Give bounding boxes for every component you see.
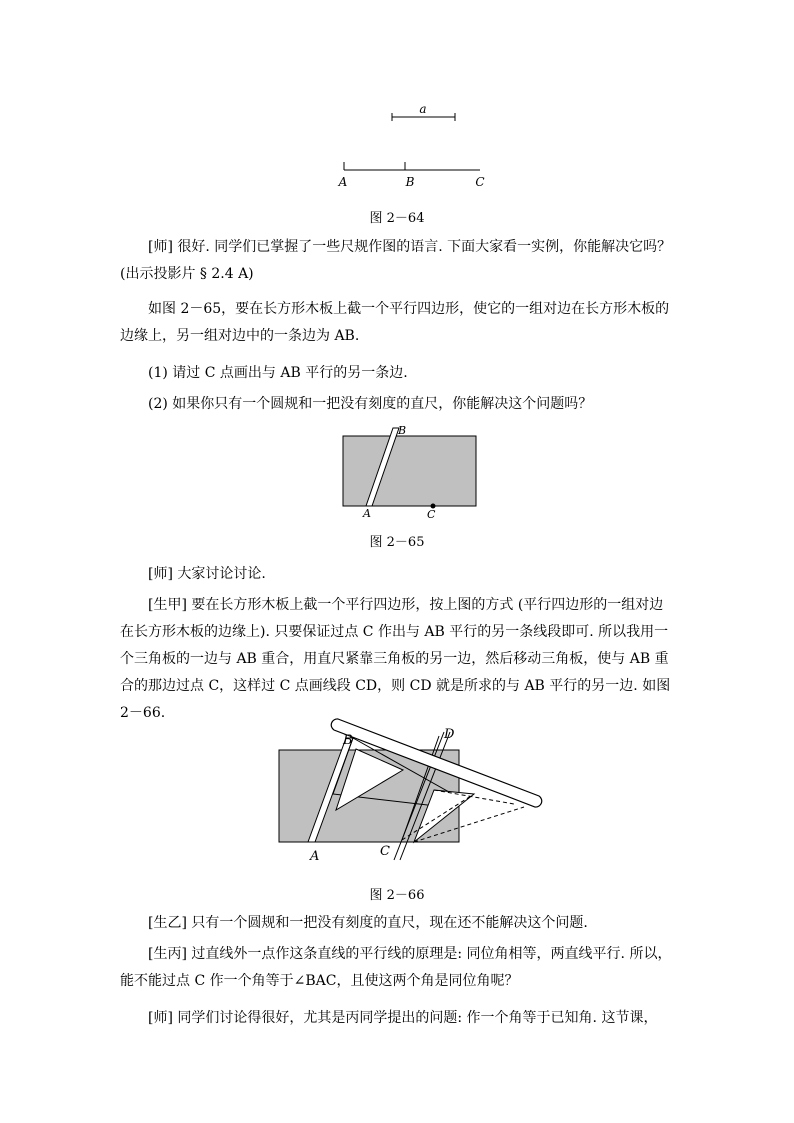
figure-2-66-caption: 图 2－66 (369, 888, 425, 903)
paragraph-student-c: [生丙] 过直线外一点作这条直线的平行线的原理是: 同位角相等，两直线平行. 所以，能不能过点 C 作一个角等于∠BAC，且使这两个角是同位角呢？ (120, 946, 672, 989)
point-c-label: C (475, 175, 485, 189)
figure-2-66-drawing (274, 712, 554, 862)
figure-2-64 (330, 100, 500, 192)
figure-2-65 (338, 425, 483, 521)
point-c-label: C (380, 844, 390, 859)
point-b-label: B (405, 175, 415, 189)
paragraph-line: [师] 很好. 同学们已掌握了一些尺规作图的语言. 下面大家看一实例，你能解决它吗？ (148, 239, 672, 255)
point-a-label: A (363, 507, 371, 520)
paragraph-line: (出示投影片 § 2.4 A) (120, 266, 254, 282)
figure-2-64-caption: 图 2－64 (369, 211, 425, 226)
segment-a-label: a (419, 102, 427, 116)
paragraph-student-a: [生甲] 要在长方形木板上截一个平行四边形，按上图的方式 (平行四边形的一组对边在长方形木板的边缘上). 只要保证过点 C 作出与 AB 平行的另一条线段即可. 所以我用一个三角板的一边与 AB 重合，用直尺紧靠三角板的另一边，然后移动三角板，使与 AB 重合的那边过点 C，这样过 C 点画线段 CD，则 CD 就是所求的与 AB 平行的另一边. 如图 2－66. (120, 597, 671, 721)
point-b-label: B (343, 733, 353, 748)
figure-2-65-drawing (338, 425, 483, 521)
point-a-label: A (310, 849, 320, 862)
paragraph-teacher-discuss: [师] 大家讨论讨论. (148, 566, 266, 582)
paragraph-student-b: [生乙] 只有一个圆规和一把没有刻度的直尺，现在还不能解决这个问题. (148, 915, 588, 931)
figure-2-65-caption: 图 2－65 (369, 535, 425, 550)
paragraph-teacher-summary: [师] 同学们讨论得很好，尤其是丙同学提出的问题: 作一个角等于已知角. 这节课， (148, 1010, 658, 1026)
point-d-label: D (444, 727, 455, 742)
paragraph-problem: 如图 2－65，要在长方形木板上截一个平行四边形，使它的一组对边在长方形木板的边缘上，另一组对边中的一条边为 AB. (120, 301, 670, 344)
figure-2-64-drawing (330, 100, 500, 192)
point-b-label: B (398, 425, 407, 437)
paragraph-teacher-intro (120, 234, 676, 288)
paragraph-question-2: (2) 如果你只有一个圆规和一把没有刻度的直尺，你能解决这个问题吗？ (148, 396, 593, 412)
point-a-label: A (338, 175, 348, 189)
figure-2-66 (274, 712, 554, 862)
paragraph-question-1: (1) 请过 C 点画出与 AB 平行的另一条边. (148, 365, 408, 381)
point-c-label: C (427, 508, 436, 521)
